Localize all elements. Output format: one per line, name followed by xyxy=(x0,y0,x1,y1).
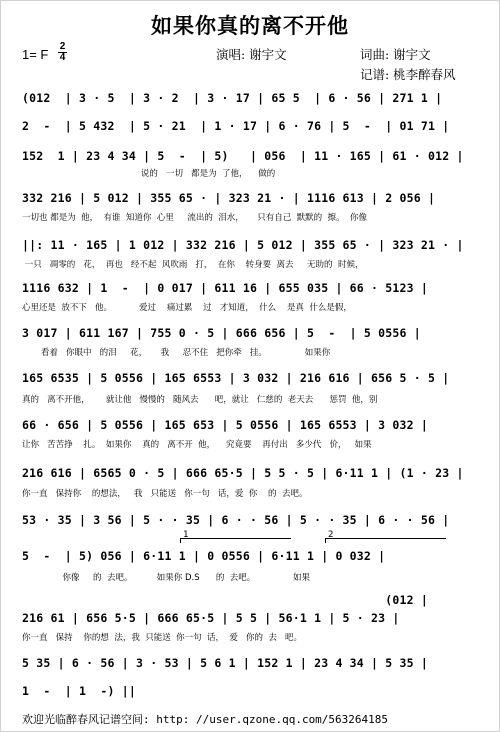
lyric-line-14: 你一直 保持 你的想 法，我 只能送 你一句 话， 爱 你的 去 吧。 xyxy=(22,633,303,643)
lyric-line-12: 你像 的 去吧。 如果你 D.S 的 去吧。 如果 xyxy=(22,573,311,583)
music-line-8: 165 6535 | 5 0556 | 165 6553 | 3 032 | 216 616 | 656 5 · 5 | xyxy=(22,370,474,386)
volta-bracket-1 xyxy=(180,538,291,543)
music-line-5: ||: 11 · 165 | 1 012 | 332 216 | 5 012 | 355 65 · | 323 21 · | xyxy=(22,237,474,253)
music-line-4: 332 216 | 5 012 | 355 65 · | 323 21 · | 1116 613 | 2 056 | xyxy=(22,190,474,206)
lyricist-credit: 词曲: 谢宇文 xyxy=(360,47,431,62)
music-line-9: 66 · 656 | 5 0556 | 165 653 | 5 0556 | 165 6553 | 3 032 | xyxy=(22,417,474,433)
music-line-11: 53 · 35 | 3 56 | 5 · · 35 | 6 · · 56 | 5 · · 35 | 6 · · 56 | xyxy=(22,512,474,528)
lyric-line-1 xyxy=(22,106,474,118)
lyric-line-4: 一切也 都是为 他， 有谁 知道你 心里 流出的 泪水， 只有自己 默默的 擦。 你像 xyxy=(22,213,367,223)
meter-bottom: 4 xyxy=(59,52,66,63)
volta-number-1: 1 xyxy=(183,530,189,540)
key-signature: 1= F xyxy=(22,47,49,62)
singer-credit: 演唱: 谢宇文 xyxy=(216,47,287,62)
music-line-10: 216 616 | 6565 0 · 5 | 666 65·5 | 5 5 · 5 | 6·11 1 | (1 · 23 | xyxy=(22,465,474,481)
meter-top: 2 xyxy=(59,41,66,52)
music-line-16: 1 - | 1 -) || xyxy=(22,683,474,699)
lyric-line-9: 让你 苦苦挣 扎。 如果你 真的 离不开 他， 究竟要 再付出 多少代 价， 如果 xyxy=(22,440,372,450)
lyric-line-7: 看着 你眼中 的泪 花， 我 忍不住 把你牵 挂。 如果你 xyxy=(22,348,331,358)
lyric-line-5: 一只 凋零的 花， 再也 经不起 风吹雨 打， 在你 转身要 离去 无助的 时候， xyxy=(22,260,364,270)
lyric-line-8: 真的 离不开他， 就让他 慢慢的 随风去 吧，就让 仁慈的 老天去 惩罚 他，别 xyxy=(22,395,378,405)
music-line-2: 2 - | 5 432 | 5 · 21 | 1 · 17 | 6 · 76 | 5 - | 01 71 | xyxy=(22,118,474,134)
time-signature xyxy=(58,42,67,63)
music-line-14: 216 61 | 656 5·5 | 666 65·5 | 5 5 | 56·1 1 | 5 · 23 | xyxy=(22,610,474,626)
song-title: 如果你真的离不开他 xyxy=(151,13,349,38)
music-line-1: (012 | 3 · 5 | 3 · 2 | 3 · 17 | 65 5 | 6 · 56 | 271 1 | xyxy=(22,90,474,106)
volta-number-2: 2 xyxy=(328,530,334,540)
music-line-3: 152 1 | 23 4 34 | 5 - | 5) | 056 | 11 · 165 | 61 · 012 | xyxy=(22,148,474,164)
lyric-line-10: 你一直 保持你 的想法， 我 只能送 你一句 话，爱 你 的 去吧。 xyxy=(22,489,308,499)
lyric-line-3: 说的 一切 都是为 了他， 做的 xyxy=(22,169,276,179)
music-line-6: 1116 632 | 1 - | 0 017 | 611 16 | 655 035 | 66 · 5123 | xyxy=(22,280,474,296)
transcriber-credit: 记谱: 桃李醉春风 xyxy=(360,67,456,82)
music-line-15: 5 35 | 6 · 56 | 3 · 53 | 5 6 1 | 152 1 | 23 4 34 | 5 35 | xyxy=(22,655,474,671)
footer-credit: 欢迎光临醉春风记谱空间: http: //user.qzone.qq.com/563264185 xyxy=(22,713,389,726)
volta-bracket-2 xyxy=(325,538,446,543)
lyric-line-2 xyxy=(22,134,474,146)
lyric-line-6: 心里还是 放不下 他。 爱过 痛过累 过 才知道， 什么 是真 什么是假， xyxy=(22,303,352,313)
music-line-13: (012 | xyxy=(22,592,474,608)
music-line-12: 5 - | 5) 056 | 6·11 1 | 0 0556 | 6·11 1 | 0 032 | xyxy=(22,548,474,564)
music-line-7: 3 017 | 611 167 | 755 0 · 5 | 666 656 | 5 - | 5 0556 | xyxy=(22,325,474,341)
